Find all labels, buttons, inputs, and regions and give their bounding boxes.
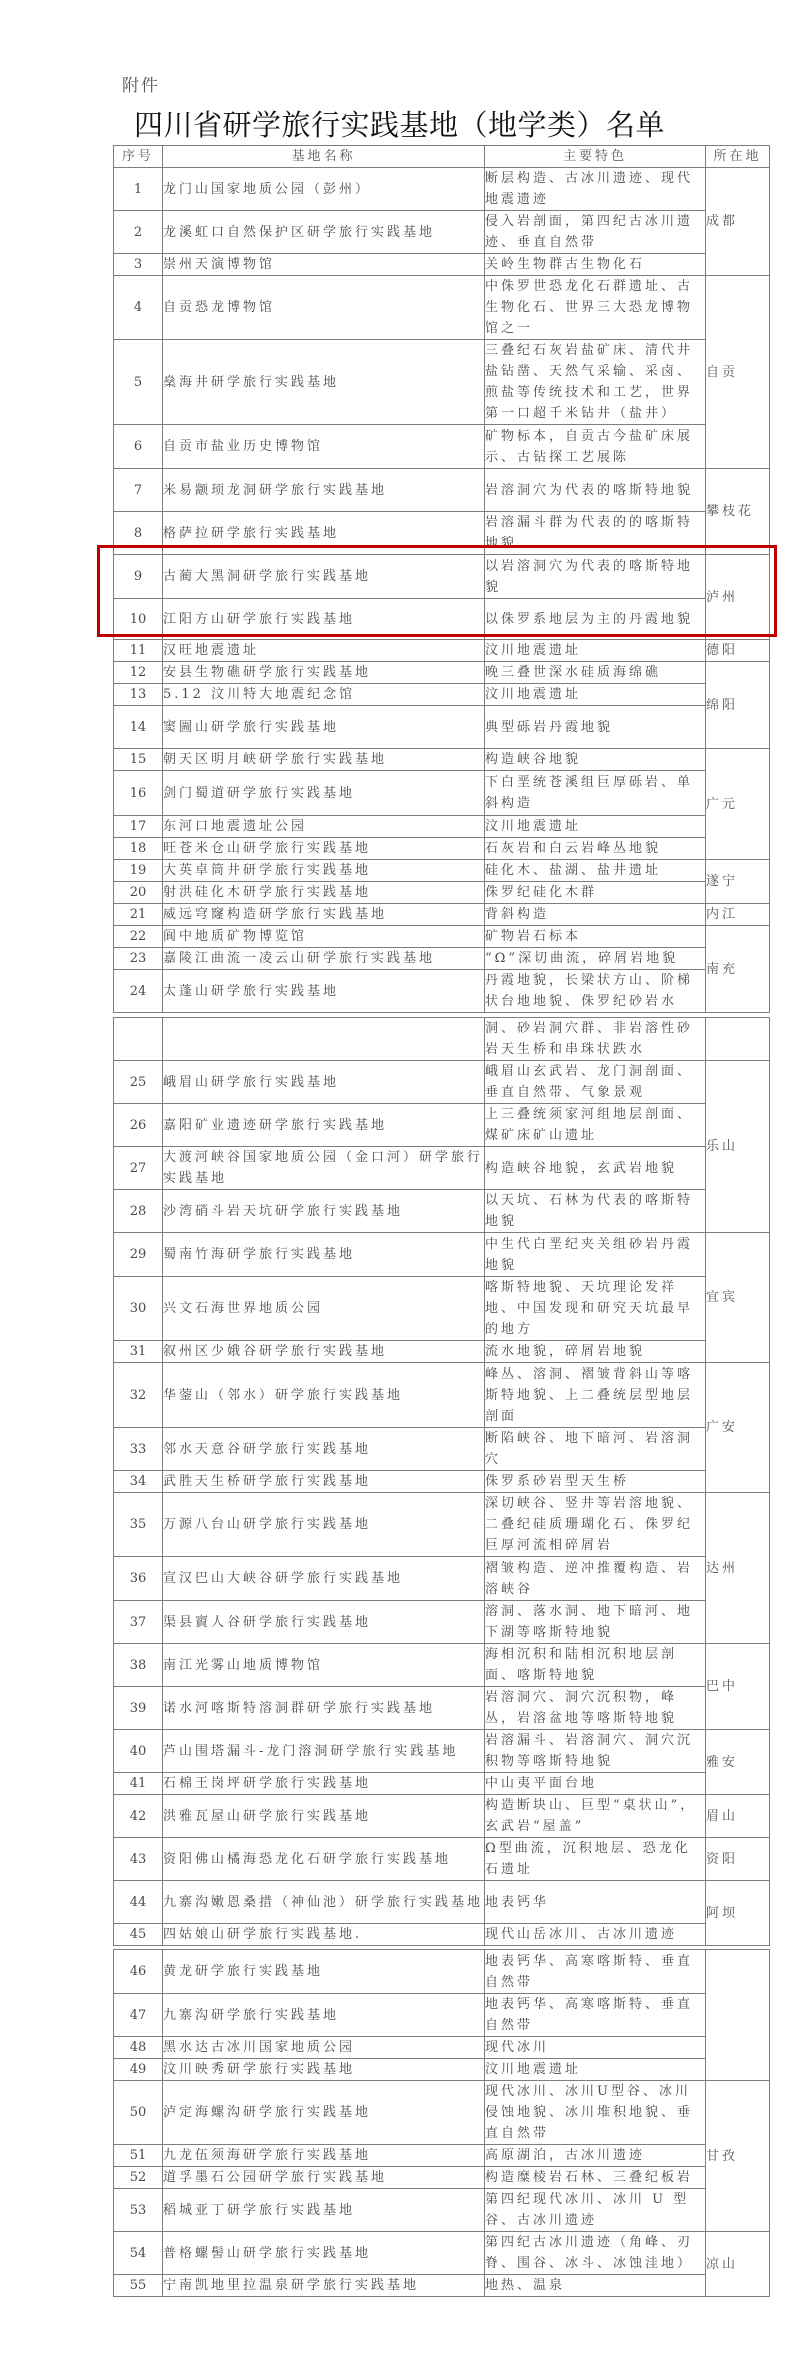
table-row (114, 2232, 770, 2275)
base-name: 叙州区少娥谷研学旅行实践基地 (163, 1341, 485, 1363)
base-name: 渠县賨人谷研学旅行实践基地 (163, 1601, 485, 1644)
table-row (114, 276, 770, 340)
main-features: 地表钙华、高寒喀斯特、垂直自然带 (485, 1994, 706, 2037)
location-cell: 自贡 (706, 276, 770, 469)
row-number: 41 (114, 1773, 163, 1795)
table-row (114, 1061, 770, 1104)
base-name: 自贡恐龙博物馆 (163, 276, 485, 340)
location-cell: 绵阳 (706, 662, 770, 749)
base-name: 普格螺髻山研学旅行实践基地 (163, 2232, 485, 2275)
location-cell: 甘孜 (706, 2081, 770, 2232)
table-row (114, 1557, 770, 1601)
base-name: 阆中地质矿物博览馆 (163, 926, 485, 948)
location-cell: 广安 (706, 1363, 770, 1493)
table-row (114, 926, 770, 948)
table-row (114, 340, 770, 425)
table-section-3 (113, 1949, 770, 2297)
base-name: 大渡河峡谷国家地质公园（金口河）研学旅行实践基地 (163, 1147, 485, 1190)
base-name: 洪雅瓦屋山研学旅行实践基地 (163, 1795, 485, 1838)
table-row (114, 1018, 770, 1061)
location-cell: 成都 (706, 168, 770, 276)
main-features: 现代山岳冰川、古冰川遗迹 (485, 1924, 706, 1946)
row-number: 21 (114, 904, 163, 926)
main-features: 褶皱构造、逆冲推覆构造、岩溶峡谷 (485, 1557, 706, 1601)
location-cell (706, 1950, 770, 2081)
main-features: 三叠纪石灰岩盐矿床、清代井盐钻凿、天然气采输、采卤、煎盐等传统技术和工艺，世界第一口超千米钻井（盐井） (485, 340, 706, 425)
base-name: 龙门山国家地质公园（彭州） (163, 168, 485, 211)
table-row (114, 2275, 770, 2297)
base-name: 燊海井研学旅行实践基地 (163, 340, 485, 425)
location-cell: 德阳 (706, 640, 770, 662)
main-features: 岩溶洞穴为代表的喀斯特地貌 (485, 469, 706, 512)
row-number: 34 (114, 1471, 163, 1493)
table-row (114, 1601, 770, 1644)
base-name: 蜀南竹海研学旅行实践基地 (163, 1233, 485, 1277)
table-row (114, 1428, 770, 1471)
table-row (114, 555, 770, 599)
base-name: 四姑娘山研学旅行实践基地. (163, 1924, 485, 1946)
main-features: 断层构造、古冰川遗迹、现代地震遗迹 (485, 168, 706, 211)
base-name: 黄龙研学旅行实践基地 (163, 1950, 485, 1994)
row-number: 1 (114, 168, 163, 211)
base-name: 威远穹窿构造研学旅行实践基地 (163, 904, 485, 926)
row-number: 9 (114, 555, 163, 599)
row-number: 43 (114, 1838, 163, 1881)
row-number: 25 (114, 1061, 163, 1104)
row-number: 35 (114, 1493, 163, 1557)
table-row (114, 1838, 770, 1881)
base-name: 格萨拉研学旅行实践基地 (163, 512, 485, 555)
base-name: 九寨沟嫩恩桑措（神仙池）研学旅行实践基地 (163, 1881, 485, 1924)
main-features: 岩溶漏斗群为代表的的喀斯特地貌 (485, 512, 706, 555)
row-number: 32 (114, 1363, 163, 1428)
row-number: 17 (114, 816, 163, 838)
main-features: 中生代白垩纪夹关组砂岩丹霞地貌 (485, 1233, 706, 1277)
main-features: 第四纪古冰川遗迹（角峰、刃脊、围谷、冰斗、冰蚀洼地） (485, 2232, 706, 2275)
main-features: 地热、温泉 (485, 2275, 706, 2297)
table-row (114, 1341, 770, 1363)
header-location: 所在地 (706, 146, 770, 168)
table-section-2 (113, 1017, 770, 1946)
main-features: 高原湖泊，古冰川遗迹 (485, 2145, 706, 2167)
table-row (114, 425, 770, 469)
location-cell: 泸州 (706, 555, 770, 640)
main-features: 中山夷平面台地 (485, 1773, 706, 1795)
table-row (114, 254, 770, 276)
row-number: 37 (114, 1601, 163, 1644)
table-row (114, 640, 770, 662)
main-features: 下白垩统苍溪组巨厚砾岩、单斜构造 (485, 771, 706, 816)
header-features: 主要特色 (485, 146, 706, 168)
table-row (114, 1233, 770, 1277)
base-name: 万源八台山研学旅行实践基地 (163, 1493, 485, 1557)
row-number: 44 (114, 1881, 163, 1924)
base-name: 兴文石海世界地质公园 (163, 1277, 485, 1341)
row-number: 40 (114, 1730, 163, 1773)
base-name: 射洪硅化木研学旅行实践基地 (163, 882, 485, 904)
base-name: 东河口地震遗址公园 (163, 816, 485, 838)
table-row (114, 512, 770, 555)
base-name: 朝天区明月峡研学旅行实践基地 (163, 749, 485, 771)
main-features: 矿物岩石标本 (485, 926, 706, 948)
main-features: 流水地貌，碎屑岩地貌 (485, 1341, 706, 1363)
main-features: 背斜构造 (485, 904, 706, 926)
table-row (114, 970, 770, 1013)
base-name (163, 1018, 485, 1061)
row-number: 15 (114, 749, 163, 771)
main-features: 侏罗系砂岩型天生桥 (485, 1471, 706, 1493)
header-no: 序号 (114, 146, 163, 168)
row-number: 50 (114, 2081, 163, 2145)
main-features: 深切峡谷、竖井等岩溶地貌、二叠纪硅质珊瑚化石、侏罗纪巨厚河流相碎屑岩 (485, 1493, 706, 1557)
base-name: 剑门蜀道研学旅行实践基地 (163, 771, 485, 816)
location-cell: 南充 (706, 926, 770, 1013)
table-row (114, 2145, 770, 2167)
table-section-1 (113, 145, 770, 1013)
table-row (114, 2059, 770, 2081)
table-row (114, 771, 770, 816)
table-row (114, 2037, 770, 2059)
table-row (114, 1950, 770, 1994)
main-features: 地表钙华、高寒喀斯特、垂直自然带 (485, 1950, 706, 1994)
main-features: 硅化木、盐湖、盐井遗址 (485, 860, 706, 882)
table-row (114, 1994, 770, 2037)
table-row (114, 1190, 770, 1233)
location-cell: 内江 (706, 904, 770, 926)
row-number: 49 (114, 2059, 163, 2081)
main-features: 岩溶漏斗、岩溶洞穴、洞穴沉积物等喀斯特地貌 (485, 1730, 706, 1773)
row-number: 12 (114, 662, 163, 684)
main-features: 以岩溶洞穴为代表的喀斯特地貌 (485, 555, 706, 599)
base-name: 太蓬山研学旅行实践基地 (163, 970, 485, 1013)
base-name: 邻水天意谷研学旅行实践基地 (163, 1428, 485, 1471)
row-number: 6 (114, 425, 163, 469)
base-name: 九寨沟研学旅行实践基地 (163, 1994, 485, 2037)
row-number: 22 (114, 926, 163, 948)
page-title: 四川省研学旅行实践基地（地学类）名单 (134, 108, 666, 142)
row-number: 51 (114, 2145, 163, 2167)
main-features: 构造峡谷地貌，玄武岩地貌 (485, 1147, 706, 1190)
table-row (114, 706, 770, 749)
location-cell: 资阳 (706, 1838, 770, 1881)
base-name: 芦山围塔漏斗-龙门溶洞研学旅行实践基地 (163, 1730, 485, 1773)
base-name: 龙溪虹口自然保护区研学旅行实践基地 (163, 211, 485, 254)
table-row (114, 1773, 770, 1795)
base-name: 嘉阳矿业遗迹研学旅行实践基地 (163, 1104, 485, 1147)
table-row (114, 1687, 770, 1730)
base-name: 稻城亚丁研学旅行实践基地 (163, 2189, 485, 2232)
row-number: 24 (114, 970, 163, 1013)
base-name: 安县生物礁研学旅行实践基地 (163, 662, 485, 684)
row-number: 5 (114, 340, 163, 425)
base-name: 黑水达古冰川国家地质公园 (163, 2037, 485, 2059)
main-features: 典型砾岩丹霞地貌 (485, 706, 706, 749)
base-name: 嘉陵江曲流一凌云山研学旅行实践基地 (163, 948, 485, 970)
main-features: Ω型曲流，沉积地层、恐龙化石遗址 (485, 1838, 706, 1881)
main-features: 喀斯特地貌、天坑理论发祥地、中国发现和研究天坑最早的地方 (485, 1277, 706, 1341)
main-features: 矿物标本，自贡古今盐矿床展示、古钻探工艺展陈 (485, 425, 706, 469)
location-cell (706, 1018, 770, 1061)
table-row (114, 1363, 770, 1428)
table-row (114, 816, 770, 838)
table-row (114, 211, 770, 254)
row-number: 38 (114, 1644, 163, 1687)
base-name: 南江光雾山地质博物馆 (163, 1644, 485, 1687)
row-number: 47 (114, 1994, 163, 2037)
row-number: 42 (114, 1795, 163, 1838)
table-row (114, 948, 770, 970)
main-features: 地表钙华 (485, 1881, 706, 1924)
main-features: 断陷峡谷、地下暗河、岩溶洞穴 (485, 1428, 706, 1471)
location-cell: 广元 (706, 749, 770, 860)
row-number: 30 (114, 1277, 163, 1341)
table-row (114, 1493, 770, 1557)
base-name: 道孚墨石公园研学旅行实践基地 (163, 2167, 485, 2189)
row-number: 23 (114, 948, 163, 970)
base-name: 九龙伍须海研学旅行实践基地 (163, 2145, 485, 2167)
base-name: 武胜天生桥研学旅行实践基地 (163, 1471, 485, 1493)
main-features: 汶川地震遗址 (485, 816, 706, 838)
main-features: 构造峡谷地貌 (485, 749, 706, 771)
base-name: 石棉王岗坪研学旅行实践基地 (163, 1773, 485, 1795)
row-number: 27 (114, 1147, 163, 1190)
base-name: 宣汉巴山大峡谷研学旅行实践基地 (163, 1557, 485, 1601)
table-row (114, 1277, 770, 1341)
base-name: 窦圌山研学旅行实践基地 (163, 706, 485, 749)
main-features: 第四纪现代冰川、冰川 U 型谷、古冰川遗迹 (485, 2189, 706, 2232)
location-cell: 巴中 (706, 1644, 770, 1730)
main-features: 海相沉积和陆相沉积地层剖面、喀斯特地貌 (485, 1644, 706, 1687)
main-features: 构造糜棱岩石林、三叠纪板岩 (485, 2167, 706, 2189)
base-name: 峨眉山研学旅行实践基地 (163, 1061, 485, 1104)
base-name: 汶川映秀研学旅行实践基地 (163, 2059, 485, 2081)
main-features: 构造断块山、巨型“桌状山”，玄武岩“屋盖” (485, 1795, 706, 1838)
row-number: 29 (114, 1233, 163, 1277)
row-number: 4 (114, 276, 163, 340)
row-number: 46 (114, 1950, 163, 1994)
table-row (114, 1644, 770, 1687)
table-row (114, 1147, 770, 1190)
table-row (114, 469, 770, 512)
row-number: 2 (114, 211, 163, 254)
base-name: 资阳佛山橘海恐龙化石研学旅行实践基地 (163, 1838, 485, 1881)
base-name: 旺苍米仓山研学旅行实践基地 (163, 838, 485, 860)
base-name: 沙湾硝斗岩天坑研学旅行实践基地 (163, 1190, 485, 1233)
table-row (114, 904, 770, 926)
row-number: 16 (114, 771, 163, 816)
main-features: 以侏罗系地层为主的丹霞地貌 (485, 599, 706, 640)
main-features: 峰丛、溶洞、褶皱背斜山等喀斯特地貌、上二叠统层型地层剖面 (485, 1363, 706, 1428)
base-name: 自贡市盐业历史博物馆 (163, 425, 485, 469)
location-cell: 遂宁 (706, 860, 770, 904)
main-features: 关岭生物群古生物化石 (485, 254, 706, 276)
row-number: 28 (114, 1190, 163, 1233)
table-row (114, 838, 770, 860)
table-row (114, 860, 770, 882)
main-features: 丹霞地貌，长梁状方山、阶梯状台地地貌、侏罗纪砂岩水 (485, 970, 706, 1013)
base-name: 泸定海螺沟研学旅行实践基地 (163, 2081, 485, 2145)
location-cell: 眉山 (706, 1795, 770, 1838)
main-features: 汶川地震遗址 (485, 2059, 706, 2081)
main-features: 上三叠统须家河组地层剖面、煤矿床矿山遗址 (485, 1104, 706, 1147)
base-name: 汉旺地震遗址 (163, 640, 485, 662)
main-features: 中侏罗世恐龙化石群遗址、古生物化石、世界三大恐龙博物馆之一 (485, 276, 706, 340)
table-row (114, 1881, 770, 1924)
header-name: 基地名称 (163, 146, 485, 168)
row-number (114, 1018, 163, 1061)
table-row (114, 168, 770, 211)
main-features: 以天坑、石林为代表的喀斯特地貌 (485, 1190, 706, 1233)
location-cell: 宜宾 (706, 1233, 770, 1363)
main-features: 石灰岩和白云岩峰丛地貌 (485, 838, 706, 860)
base-name: 米易颛顼龙洞研学旅行实践基地 (163, 469, 485, 512)
row-number: 45 (114, 1924, 163, 1946)
base-name: 5.12 汶川特大地震纪念馆 (163, 684, 485, 706)
location-cell: 雅安 (706, 1730, 770, 1795)
row-number: 8 (114, 512, 163, 555)
table-row (114, 1730, 770, 1773)
main-features: 现代冰川、冰川U型谷、冰川侵蚀地貌、冰川堆积地貌、垂直自然带 (485, 2081, 706, 2145)
table-row (114, 599, 770, 640)
table-row (114, 882, 770, 904)
table-row (114, 684, 770, 706)
table-row (114, 1795, 770, 1838)
row-number: 55 (114, 2275, 163, 2297)
row-number: 52 (114, 2167, 163, 2189)
row-number: 11 (114, 640, 163, 662)
table-row (114, 1471, 770, 1493)
table-header-row (114, 146, 770, 168)
main-features: 侏罗纪硅化木群 (485, 882, 706, 904)
main-features: 侵入岩剖面，第四纪古冰川遗迹、垂直自然带 (485, 211, 706, 254)
table-row (114, 1104, 770, 1147)
main-features: 汶川地震遗址 (485, 640, 706, 662)
row-number: 10 (114, 599, 163, 640)
table-row (114, 2081, 770, 2145)
row-number: 20 (114, 882, 163, 904)
row-number: 31 (114, 1341, 163, 1363)
base-name: 华蓥山（邻水）研学旅行实践基地 (163, 1363, 485, 1428)
row-number: 26 (114, 1104, 163, 1147)
location-cell: 阿坝 (706, 1881, 770, 1946)
table-row (114, 749, 770, 771)
location-cell: 凉山 (706, 2232, 770, 2297)
location-cell: 攀枝花 (706, 469, 770, 555)
main-features: 岩溶洞穴、洞穴沉积物，峰丛，岩溶盆地等喀斯特地貌 (485, 1687, 706, 1730)
main-features: 峨眉山玄武岩、龙门洞剖面、垂直自然带、气象景观 (485, 1061, 706, 1104)
base-name: 崇州天演博物馆 (163, 254, 485, 276)
row-number: 53 (114, 2189, 163, 2232)
row-number: 7 (114, 469, 163, 512)
row-number: 33 (114, 1428, 163, 1471)
row-number: 19 (114, 860, 163, 882)
main-features: 溶洞、落水洞、地下暗河、地下湖等喀斯特地貌 (485, 1601, 706, 1644)
table-row (114, 2189, 770, 2232)
base-name: 古蔺大黑洞研学旅行实践基地 (163, 555, 485, 599)
row-number: 48 (114, 2037, 163, 2059)
main-features: 汶川地震遗址 (485, 684, 706, 706)
base-name: 江阳方山研学旅行实践基地 (163, 599, 485, 640)
row-number: 54 (114, 2232, 163, 2275)
table-row (114, 662, 770, 684)
main-features: 晚三叠世深水硅质海绵礁 (485, 662, 706, 684)
row-number: 3 (114, 254, 163, 276)
table-row (114, 2167, 770, 2189)
location-cell: 达州 (706, 1493, 770, 1644)
location-cell: 乐山 (706, 1061, 770, 1233)
table-row (114, 1924, 770, 1946)
main-features: “Ω”深切曲流，碎屑岩地貌 (485, 948, 706, 970)
main-features: 洞、砂岩洞穴群、非岩溶性砂岩天生桥和串珠状跌水 (485, 1018, 706, 1061)
base-name: 诺水河喀斯特溶洞群研学旅行实践基地 (163, 1687, 485, 1730)
row-number: 39 (114, 1687, 163, 1730)
row-number: 13 (114, 684, 163, 706)
base-name: 宁南凯地里拉温泉研学旅行实践基地 (163, 2275, 485, 2297)
main-features: 现代冰川 (485, 2037, 706, 2059)
base-name: 大英卓筒井研学旅行实践基地 (163, 860, 485, 882)
row-number: 18 (114, 838, 163, 860)
row-number: 14 (114, 706, 163, 749)
row-number: 36 (114, 1557, 163, 1601)
attachment-label: 附件 (122, 76, 160, 96)
